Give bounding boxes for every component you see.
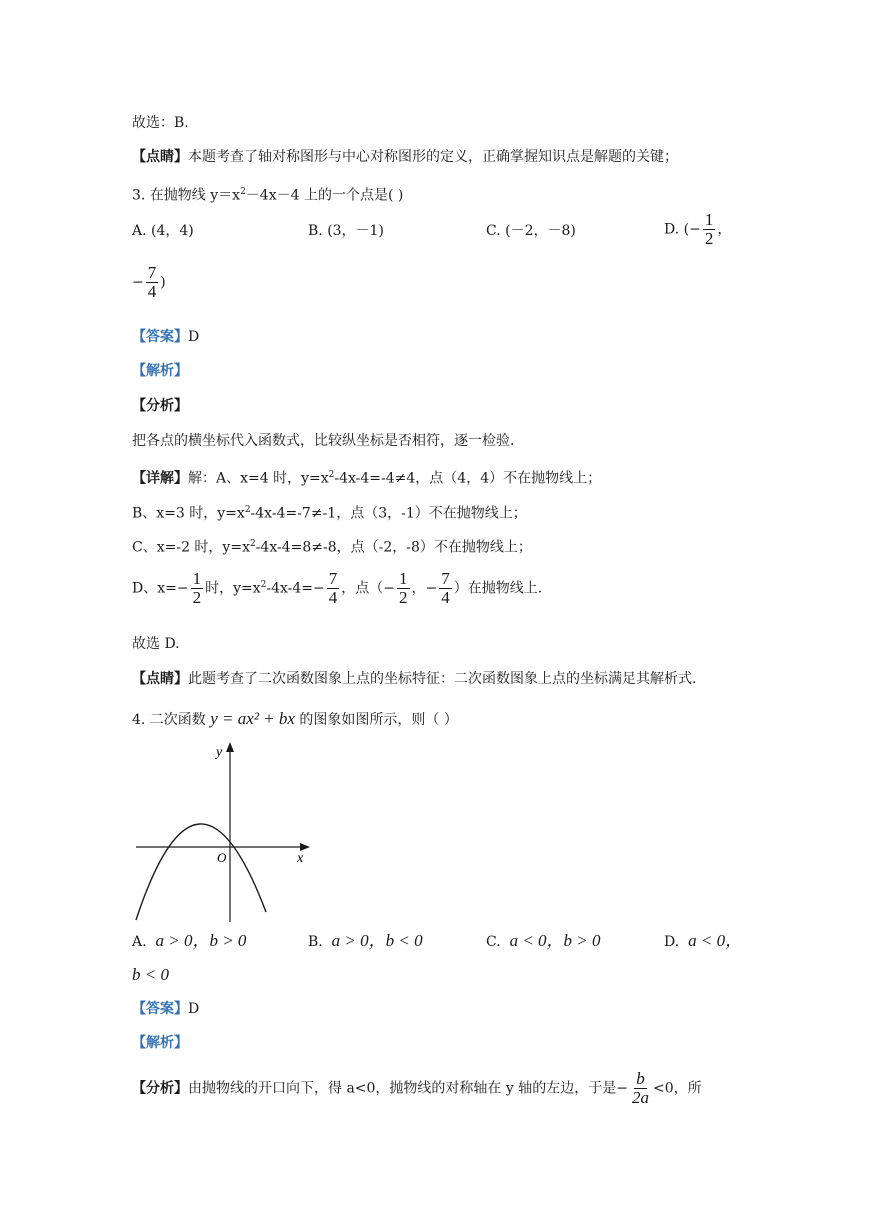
x-axis-arrow bbox=[300, 843, 310, 851]
q4-option-c: C. a < 0，b > 0 bbox=[486, 931, 601, 950]
point-note-line: 【点睛】本题考查了轴对称图形与中心对称图形的定义，正确掌握知识点是解题的关键； bbox=[132, 149, 678, 165]
detail-line-d: D、x=− $\frac{1}{2}$ 时，$y=x^2-4x-4=-$ $\frac{7}{4}$ ，点（− $\frac{1}{2}$ ，− $\frac{7}{4}$ ）在抛物线上. bbox=[132, 569, 543, 607]
breakdown-tag-q3: 【分析】 bbox=[132, 398, 188, 414]
q4-option-b: B. a > 0，b < 0 bbox=[308, 931, 423, 950]
breakdown-line-q4: 【分析】由抛物线的开口向下，得 a<0，抛物线的对称轴在 y 轴的左边，于是− $\frac{b}{2a}$ <0，所 bbox=[132, 1069, 702, 1107]
q3-option-a: A. (4，4) bbox=[132, 223, 194, 239]
breakdown-text-q3: 把各点的横坐标代入函数式，比较纵坐标是否相符，逐一检验. bbox=[132, 433, 515, 449]
answer-choice-line: 故选：B. bbox=[132, 115, 189, 131]
parabola-graph bbox=[132, 740, 312, 925]
x-axis-label: x bbox=[297, 851, 304, 866]
analysis-tag-q3: 【解析】 bbox=[132, 363, 188, 379]
q3-option-b: B. (3，－1) bbox=[308, 223, 384, 239]
detail-line-c: C、x=-2 时，$y=x^2-4x-4=8\ne-8$，点（-2，-8）不在抛物线上； bbox=[132, 539, 532, 556]
detail-line-a: 【详解】解：A、x=4 时，$y=x^2-4x-4=-4\ne 4$，点（4，4）不在抛物线上； bbox=[132, 470, 602, 487]
origin-label: O bbox=[217, 850, 227, 865]
q3-option-d-wrap: − $\frac{7}{4}$ ) bbox=[132, 263, 166, 301]
fraction-half: $\frac{1}{2}$ bbox=[704, 210, 714, 248]
answer-line-q4: 【答案】D bbox=[132, 1001, 200, 1017]
parabola-curve bbox=[136, 824, 266, 920]
q3-option-c: C. (－2，－8) bbox=[486, 223, 576, 239]
q3-option-d: D. (− $\frac{1}{2}$ ， bbox=[664, 210, 732, 248]
fraction-seven-fourths: $\frac{7}{4}$ bbox=[147, 263, 157, 301]
question-3-stem: 3. 在抛物线 $y=x^2-4x-4$ 上的一个点是( ) bbox=[132, 187, 404, 204]
detail-line-b: B、x=3 时，$y=x^2-4x-4=-7\ne-1$，点（3，-1）不在抛物线上； bbox=[132, 505, 527, 522]
choose-d-line: 故选 D. bbox=[132, 636, 180, 652]
q4-option-d-wrap: b < 0 bbox=[132, 965, 169, 984]
q4-option-a: A. a > 0，b > 0 bbox=[132, 931, 247, 950]
y-axis-arrow bbox=[226, 742, 234, 752]
question-4-stem: 4. 二次函数 y = ax² + bx 的图象如图所示，则（ ） bbox=[132, 709, 458, 728]
q4-option-d: D. a < 0， bbox=[664, 931, 743, 950]
y-axis-label: y bbox=[216, 745, 223, 760]
point-note-line-2: 【点睛】此题考查了二次函数图象上点的坐标特征：二次函数图象上点的坐标满足其解析式. bbox=[132, 671, 697, 687]
fraction-b-over-2a: $\frac{b}{2a}$ bbox=[631, 1069, 649, 1107]
answer-line-q3: 【答案】D bbox=[132, 329, 200, 345]
analysis-tag-q4: 【解析】 bbox=[132, 1035, 188, 1051]
